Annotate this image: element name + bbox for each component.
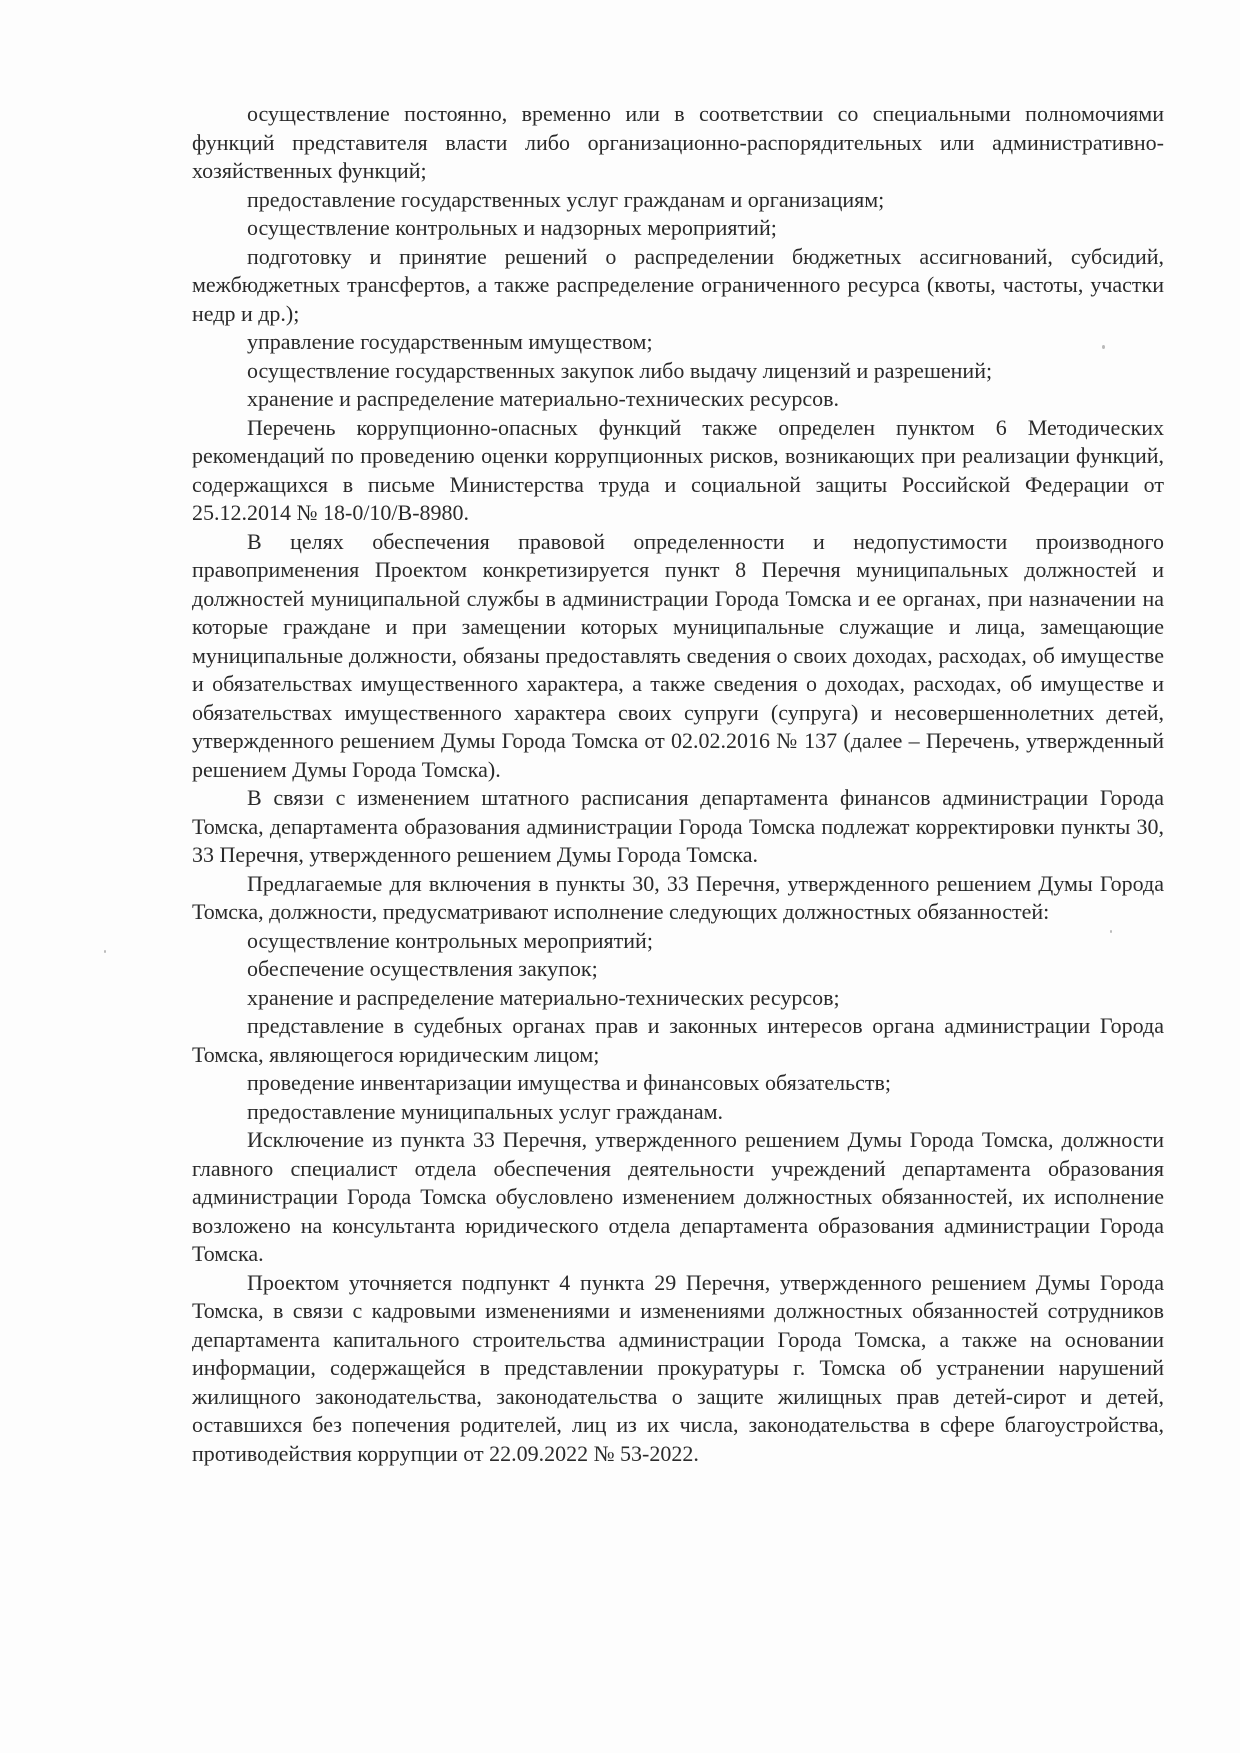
list-item: осуществление контрольных и надзорных мероприятий; (247, 215, 777, 240)
list-item: хранение и распределение материально-технических ресурсов. (247, 386, 840, 411)
paragraph: представление в судебных органах прав и законных интересов органа администрации Города Томска, являющегося юридическим лицом; (192, 1013, 1164, 1067)
paragraph: В целях обеспечения правовой определенности и недопустимости производного правоприменения Проектом конкретизируется пункт 8 Перечня муниципальных должностей и должностей муниципальной службы в администрации Города Томска и ее органах, при назначении на которые граждане и при замещении которых муниципальные служащие и лица, замещающие муниципальные должности, обязаны предоставлять сведения о своих доходах, расходах, об имуществе и обязательствах имущественного характера, а также сведения о доходах, расходах, об имуществе и обязательствах имущественного характера своих супруги (супруга) и несовершеннолетних детей, утвержденного решением Думы Города Томска от 02.02.2016 № 137 (далее – Перечень, утвержденный решением Думы Города Томска). (192, 528, 1164, 782)
list-item: управление государственным имуществом; (247, 329, 653, 354)
paragraph: В связи с изменением штатного расписания департамента финансов администрации Города Томска, департамента образования администрации Города Томска подлежат корректировки пункты 30, 33 Перечня, утвержденного решением Думы Города Томска. (192, 785, 1164, 867)
paragraph: Исключение из пункта 33 Перечня, утвержденного решением Думы Города Томска, должности главного специалист отдела обеспечения деятельности учреждений департамента образования администрации Города Томска обусловлено изменением должностных обязанностей, их исполнение возложено на консультанта юридического отдела департамента образования администрации Города Томска. (192, 1127, 1164, 1266)
paragraph: Предлагаемые для включения в пункты 30, 33 Перечня, утвержденного решением Думы Города Томска, должности, предусматривают исполнение следующих должностных обязанностей: (192, 870, 1164, 924)
list-item: предоставление муниципальных услуг гражданам. (247, 1098, 724, 1124)
list-item: проведение инвентаризации имущества и финансовых обязательств; (247, 1070, 891, 1095)
paragraph: Перечень коррупционно-опасных функций также определен пунктом 6 Методических рекомендаций по проведению оценки коррупционных рисков, возникающих при реализации функций, содержащихся в письме Министерства труда и социальной защиты Российской Федерации от 25.12.2014 № 18-0/10/В-8980. (192, 414, 1164, 525)
scan-speck (104, 950, 106, 953)
document-body (192, 100, 1164, 1468)
paragraph: Проектом уточняется подпункт 4 пункта 29 Перечня, утвержденного решением Думы Города Томска, в связи с кадровыми изменениями и изменениями должностных обязанностей сотрудников департамента капитального строительства администрации Города Томска, а также на основании информации, содержащейся в представлении прокуратуры г. Томска об устранении нарушений жилищного законодательства, законодательства о защите жилищных прав детей-сирот и детей, оставшихся без попечения родителей, лиц из их числа, законодательства в сфере благоустройства, противодействия коррупции от 22.09.2022 № 53-2022. (192, 1269, 1164, 1466)
list-item: обеспечение осуществления закупок; (247, 956, 598, 981)
list-item: осуществление контрольных мероприятий; (247, 927, 653, 953)
paragraph: осуществление постоянно, временно или в соответствии со специальными полномочиями функций представителя власти либо организационно-распорядительных или административно-хозяйственных функций; (192, 101, 1164, 183)
paragraph: подготовку и принятие решений о распределении бюджетных ассигнований, субсидий, межбюджетных трансфертов, а также распределение ограниченного ресурса (квоты, частоты, участки недр и др.); (192, 243, 1164, 326)
list-item: осуществление государственных закупок либо выдачу лицензий и разрешений; (247, 357, 993, 383)
list-item: предоставление государственных услуг гражданам и организациям; (247, 186, 885, 212)
list-item: хранение и распределение материально-технических ресурсов; (247, 984, 840, 1010)
